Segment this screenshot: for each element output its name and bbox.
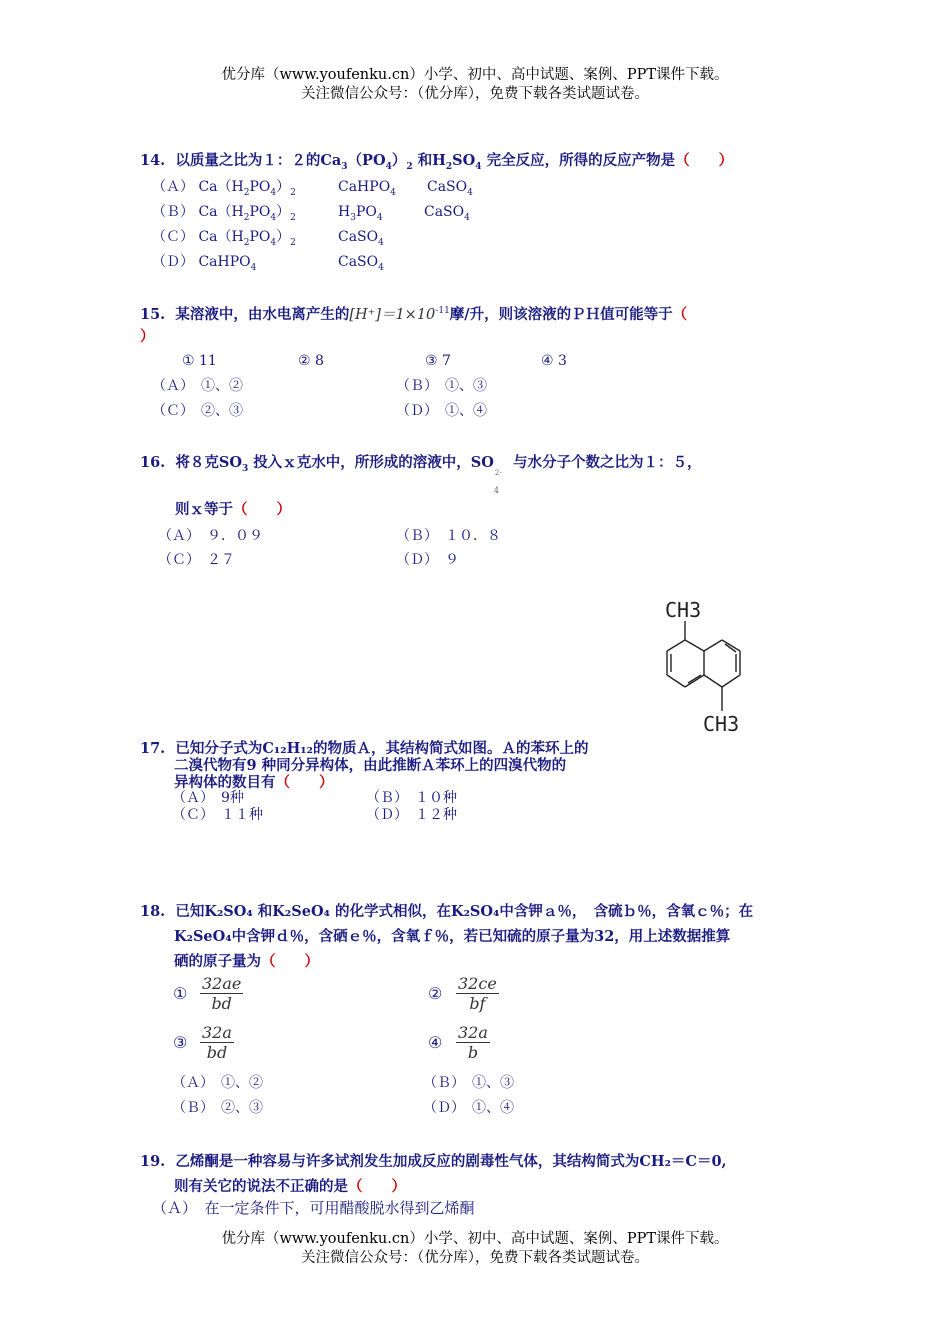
q18-choice-3-fraction: $\frac{32a}{bd}$	[202, 1023, 232, 1062]
header-line-1: 优分库（www.youfenku.cn）小学、初中、高中试题、案例、PPT课件下载。	[221, 67, 729, 83]
q15-option-d: （Ｄ） ①、④	[396, 403, 487, 419]
q17-option-d: （Ｄ） １２种	[366, 807, 457, 823]
q15-option-c: （Ｃ） ②、③	[152, 403, 243, 419]
footer-line-1: 优分库（www.youfenku.cn）小学、初中、高中试题、案例、PPT课件下载。	[221, 1231, 729, 1247]
ch3-top-label: CH3	[665, 598, 702, 622]
q17-option-a: （Ａ） 9种	[172, 790, 244, 806]
q18-choice-1-marker: ①	[173, 984, 188, 1003]
q18-option-a: （Ａ） ①、②	[172, 1075, 263, 1091]
question-18: 18. 已知K₂SO₄ 和K₂SeO₄ 的化学式相似，在K₂SO₄中含钾ａ％， 含硫ｂ％，含氧ｃ％；在 K₂SeO₄中含钾ｄ％，含硒ｅ％，含氧ｆ％，若已知硫的原子量为32，用上述数据推算 硒的原子量为（ ）	[140, 903, 754, 970]
page-header	[0, 66, 950, 104]
q14-option-c-2: CaSO$_4$	[338, 229, 384, 248]
question-17: 17. 已知分子式为C₁₂H₁₂的物质Ａ，其结构简式如图。Ａ的苯环上的 二溴代物有9 种同分异构体，由此推断Ａ苯环上的四溴代物的 异构体的数目有（ ）	[140, 740, 589, 791]
q14-option-c: （Ｃ） $Ca(H_2PO_4)_2$	[152, 229, 296, 248]
q18-choice-2-marker: ②	[428, 984, 443, 1003]
q16-option-c: （Ｃ） ２７	[158, 552, 235, 568]
q16-option-a: （Ａ） ９．０９	[158, 528, 263, 544]
q18-option-d: （Ｄ） ①、④	[423, 1100, 514, 1116]
q15-choice-2: ② 8	[298, 353, 324, 369]
question-19: 19. 乙烯酮是一种容易与许多试剂发生加成反应的剧毒性气体，其结构简式为CH₂＝C＝0, 则有关它的说法不正确的是（ ）	[140, 1153, 727, 1195]
q15-option-a: （Ａ） ①、②	[152, 378, 243, 394]
question-16-line2: 则ｘ等于（ ）	[175, 501, 291, 518]
page-footer	[0, 1230, 950, 1268]
q18-option-b: （Ｂ） ①、③	[423, 1075, 514, 1091]
q18-choice-1-fraction: $\frac{32ae}{bd}$	[202, 974, 242, 1013]
footer-line-2: 关注微信公众号：（优分库），免费下载各类试题试卷。	[301, 1250, 649, 1266]
q17-option-b: （Ｂ） １０种	[366, 790, 457, 806]
ch3-bottom-label: CH3	[703, 712, 740, 736]
question-16: 16. 将８克$SO_3$ 投入ｘ克水中，所形成的溶液中，SO 2- 4 与水分子个数之比为１：５，	[140, 454, 702, 495]
question-15: 15. 某溶液中，由水电离产生的$[H^+]=1\times 10^{-11}$摩/升，则该溶液的ＰＨ值可能等于（	[140, 305, 688, 323]
q15-choice-3: ③ 7	[425, 353, 451, 369]
q14-option-a-3: CaSO$_4$	[427, 179, 473, 198]
q18-choice-2-fraction: $\frac{32ce}{bf}$	[458, 974, 497, 1013]
q18-choice-4-fraction: $\frac{32a}{b}$	[458, 1023, 488, 1062]
question-15-close: ）	[140, 328, 155, 345]
q15-choice-4: ④ 3	[541, 353, 567, 369]
q14-option-b: （Ｂ） $Ca(H_2PO_4)_2$	[152, 204, 296, 223]
q18-choice-3-marker: ③	[173, 1033, 188, 1052]
dimethylnaphthalene-structure	[655, 595, 765, 740]
q15-option-b: （Ｂ） ①、③	[396, 378, 487, 394]
q14-option-a: （Ａ） $Ca(H_2PO_4)_2$	[152, 179, 296, 198]
q16-option-b: （Ｂ） １０．８	[396, 528, 501, 544]
question-14: 14. 以质量之比为１：２的$Ca_3(PO_4)_2$ 和$H_2SO_4$ 完全反应，所得的反应产物是（ ）	[140, 152, 734, 172]
answer-paren: （ ）	[675, 152, 734, 169]
q19-option-a: （Ａ） 在一定条件下，可用醋酸脱水得到乙烯酮	[152, 1199, 475, 1217]
q17-option-c: （Ｃ） １１种	[172, 807, 263, 823]
q14-option-b-2: $H_3PO_4$	[338, 204, 383, 223]
q16-option-d: （Ｄ） ９	[396, 552, 459, 568]
q15-choice-1: ① 11	[182, 353, 217, 369]
q18-choice-4-marker: ④	[428, 1033, 443, 1052]
q14-option-d-2: CaSO$_4$	[338, 254, 384, 273]
q14-option-b-3: CaSO$_4$	[424, 204, 470, 223]
q14-option-a-2: CaHPO$_4$	[338, 179, 396, 198]
q18-option-c: （Ｂ） ②、③	[172, 1100, 263, 1116]
header-line-2: 关注微信公众号：（优分库），免费下载各类试题试卷。	[301, 86, 649, 102]
q14-option-d: （Ｄ） CaHPO$_4$	[152, 254, 257, 273]
